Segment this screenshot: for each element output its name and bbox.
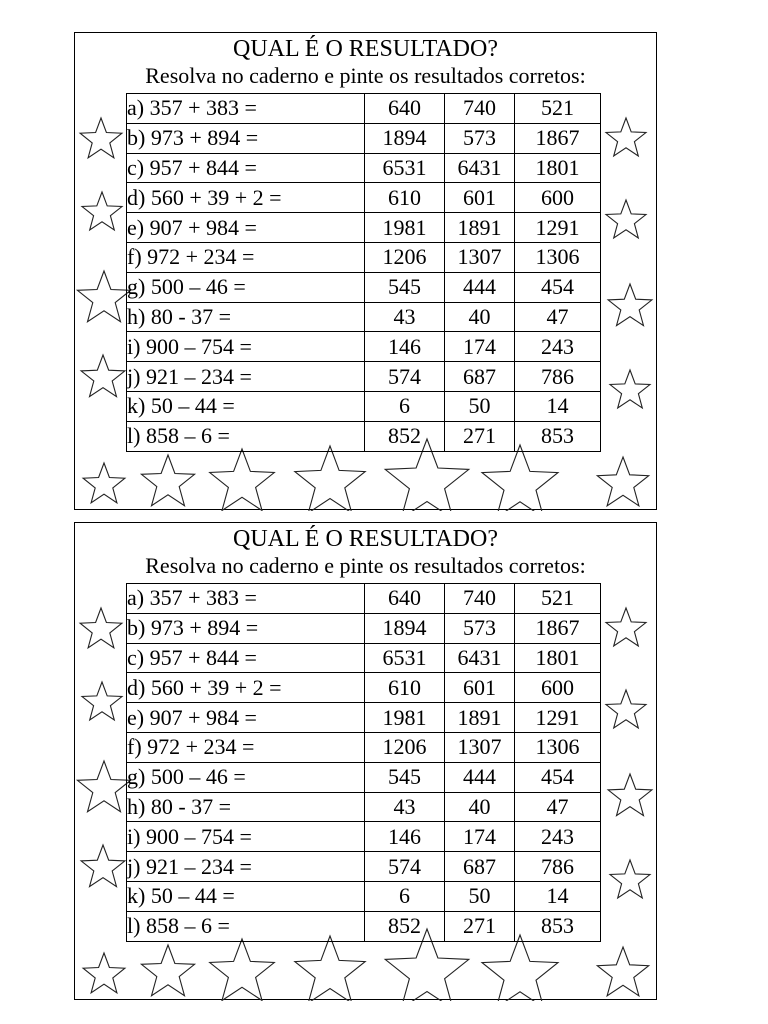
answer-option[interactable]: 1307 bbox=[445, 732, 515, 762]
problem-expression: k) 50 – 44 = bbox=[127, 391, 365, 421]
problem-row bbox=[127, 153, 601, 183]
answer-option[interactable]: 40 bbox=[445, 792, 515, 822]
answer-option[interactable]: 1801 bbox=[515, 643, 601, 673]
star-icon bbox=[606, 690, 646, 728]
answer-option[interactable]: 1894 bbox=[365, 613, 445, 643]
answer-option[interactable]: 786 bbox=[515, 852, 601, 882]
answer-option[interactable]: 574 bbox=[365, 852, 445, 882]
answer-option[interactable]: 146 bbox=[365, 822, 445, 852]
answer-option[interactable]: 1291 bbox=[515, 213, 601, 243]
answer-option[interactable]: 1894 bbox=[365, 123, 445, 153]
answer-option[interactable]: 454 bbox=[515, 762, 601, 792]
worksheet-title: QUAL É O RESULTADO? bbox=[233, 36, 498, 62]
star-icon bbox=[141, 455, 194, 506]
star-icon bbox=[295, 446, 365, 511]
worksheet-card bbox=[74, 522, 657, 1000]
answer-option[interactable]: 174 bbox=[445, 332, 515, 362]
answer-option[interactable]: 6431 bbox=[445, 153, 515, 183]
worksheet-title: QUAL É O RESULTADO? bbox=[233, 526, 498, 552]
answer-option[interactable]: 50 bbox=[445, 391, 515, 421]
answer-option[interactable]: 545 bbox=[365, 762, 445, 792]
problem-expression: j) 921 – 234 = bbox=[127, 852, 365, 882]
problem-expression: e) 907 + 984 = bbox=[127, 703, 365, 733]
star-icon bbox=[210, 449, 275, 511]
answer-option[interactable]: 640 bbox=[365, 584, 445, 614]
answer-option[interactable]: 521 bbox=[515, 584, 601, 614]
worksheet-instructions: Resolva no caderno e pinte os resultados corretos: bbox=[145, 553, 586, 578]
star-icon bbox=[83, 953, 125, 993]
answer-option[interactable]: 786 bbox=[515, 362, 601, 392]
problem-expression: g) 500 – 46 = bbox=[127, 272, 365, 302]
answer-option[interactable]: 687 bbox=[445, 852, 515, 882]
worksheet-instructions: Resolva no caderno e pinte os resultados corretos: bbox=[145, 63, 586, 88]
answer-option[interactable]: 243 bbox=[515, 332, 601, 362]
star-icon bbox=[80, 608, 122, 648]
answer-option[interactable]: 1867 bbox=[515, 613, 601, 643]
problem-expression: k) 50 – 44 = bbox=[127, 881, 365, 911]
answer-option[interactable]: 1867 bbox=[515, 123, 601, 153]
star-icon bbox=[606, 200, 646, 238]
answer-option[interactable]: 174 bbox=[445, 822, 515, 852]
answer-option[interactable]: 6 bbox=[365, 391, 445, 421]
star-icon bbox=[83, 463, 125, 503]
answer-option[interactable]: 610 bbox=[365, 673, 445, 703]
star-icon bbox=[81, 845, 125, 887]
answer-option[interactable]: 43 bbox=[365, 792, 445, 822]
problem-row bbox=[127, 302, 601, 332]
answer-option[interactable]: 740 bbox=[445, 584, 515, 614]
answer-table bbox=[126, 583, 601, 942]
problem-expression: h) 80 - 37 = bbox=[127, 792, 365, 822]
answer-option[interactable]: 600 bbox=[515, 673, 601, 703]
problem-expression: l) 858 – 6 = bbox=[127, 911, 365, 941]
problem-expression: i) 900 – 754 = bbox=[127, 332, 365, 362]
answer-option[interactable]: 47 bbox=[515, 302, 601, 332]
answer-option[interactable]: 444 bbox=[445, 762, 515, 792]
problem-row bbox=[127, 792, 601, 822]
problem-row bbox=[127, 673, 601, 703]
problem-expression: i) 900 – 754 = bbox=[127, 822, 365, 852]
star-icon bbox=[80, 118, 122, 158]
problem-row bbox=[127, 362, 601, 392]
answer-option[interactable]: 6 bbox=[365, 881, 445, 911]
answer-option[interactable]: 43 bbox=[365, 302, 445, 332]
problem-row bbox=[127, 123, 601, 153]
answer-option[interactable]: 852 bbox=[365, 421, 445, 451]
answer-option[interactable]: 1206 bbox=[365, 732, 445, 762]
answer-option[interactable]: 50 bbox=[445, 881, 515, 911]
star-icon bbox=[77, 271, 130, 322]
answer-option[interactable]: 1206 bbox=[365, 242, 445, 272]
star-icon bbox=[610, 370, 650, 408]
problem-expression: h) 80 - 37 = bbox=[127, 302, 365, 332]
problem-row bbox=[127, 822, 601, 852]
answer-option[interactable]: 1801 bbox=[515, 153, 601, 183]
answer-option[interactable]: 14 bbox=[515, 391, 601, 421]
answer-option[interactable]: 454 bbox=[515, 272, 601, 302]
problem-expression: a) 357 + 383 = bbox=[127, 584, 365, 614]
answer-option[interactable]: 573 bbox=[445, 123, 515, 153]
problem-row bbox=[127, 732, 601, 762]
problem-row bbox=[127, 272, 601, 302]
problem-row bbox=[127, 421, 601, 451]
answer-option[interactable]: 1291 bbox=[515, 703, 601, 733]
answer-option[interactable]: 47 bbox=[515, 792, 601, 822]
answer-option[interactable]: 740 bbox=[445, 94, 515, 124]
problem-row bbox=[127, 643, 601, 673]
problem-expression: g) 500 – 46 = bbox=[127, 762, 365, 792]
problem-expression: f) 972 + 234 = bbox=[127, 242, 365, 272]
answer-option[interactable]: 600 bbox=[515, 183, 601, 213]
answer-option[interactable]: 521 bbox=[515, 94, 601, 124]
problem-expression: b) 973 + 894 = bbox=[127, 613, 365, 643]
answer-option[interactable]: 6431 bbox=[445, 643, 515, 673]
answer-option[interactable]: 1981 bbox=[365, 703, 445, 733]
answer-option[interactable]: 1306 bbox=[515, 242, 601, 272]
star-icon bbox=[295, 936, 365, 1001]
problem-expression: d) 560 + 39 + 2 = bbox=[127, 183, 365, 213]
problem-expression: e) 907 + 984 = bbox=[127, 213, 365, 243]
answer-option[interactable]: 271 bbox=[445, 421, 515, 451]
problem-row bbox=[127, 391, 601, 421]
answer-option[interactable]: 853 bbox=[515, 421, 601, 451]
answer-option[interactable]: 1891 bbox=[445, 213, 515, 243]
star-icon bbox=[606, 118, 646, 156]
answer-option[interactable]: 687 bbox=[445, 362, 515, 392]
star-icon bbox=[82, 192, 122, 230]
problem-expression: d) 560 + 39 + 2 = bbox=[127, 673, 365, 703]
answer-option[interactable]: 1891 bbox=[445, 703, 515, 733]
answer-option[interactable]: 1981 bbox=[365, 213, 445, 243]
star-icon bbox=[608, 284, 652, 326]
problem-row bbox=[127, 332, 601, 362]
answer-option[interactable]: 610 bbox=[365, 183, 445, 213]
answer-option[interactable]: 14 bbox=[515, 881, 601, 911]
answer-table bbox=[126, 93, 601, 452]
star-icon bbox=[610, 860, 650, 898]
problem-expression: l) 858 – 6 = bbox=[127, 421, 365, 451]
answer-option[interactable]: 6531 bbox=[365, 643, 445, 673]
problem-row bbox=[127, 852, 601, 882]
star-icon bbox=[597, 457, 648, 506]
star-icon bbox=[597, 947, 648, 996]
answer-option[interactable]: 601 bbox=[445, 183, 515, 213]
problem-expression: c) 957 + 844 = bbox=[127, 643, 365, 673]
problem-expression: c) 957 + 844 = bbox=[127, 153, 365, 183]
star-icon bbox=[210, 939, 275, 1001]
star-icon bbox=[482, 445, 558, 511]
answer-option[interactable]: 444 bbox=[445, 272, 515, 302]
answer-option[interactable]: 271 bbox=[445, 911, 515, 941]
problem-row bbox=[127, 613, 601, 643]
problem-row bbox=[127, 584, 601, 614]
answer-option[interactable]: 545 bbox=[365, 272, 445, 302]
star-icon bbox=[141, 945, 194, 996]
answer-option[interactable]: 146 bbox=[365, 332, 445, 362]
answer-option[interactable]: 574 bbox=[365, 362, 445, 392]
problem-row bbox=[127, 703, 601, 733]
answer-option[interactable]: 853 bbox=[515, 911, 601, 941]
star-icon bbox=[81, 355, 125, 397]
star-icon bbox=[77, 761, 130, 812]
star-icon bbox=[82, 682, 122, 720]
problem-row bbox=[127, 183, 601, 213]
problem-row bbox=[127, 881, 601, 911]
problem-row bbox=[127, 762, 601, 792]
problem-expression: a) 357 + 383 = bbox=[127, 94, 365, 124]
answer-option[interactable]: 40 bbox=[445, 302, 515, 332]
problem-row bbox=[127, 242, 601, 272]
problem-expression: j) 921 – 234 = bbox=[127, 362, 365, 392]
problem-row bbox=[127, 94, 601, 124]
answer-option[interactable]: 1307 bbox=[445, 242, 515, 272]
star-icon bbox=[608, 774, 652, 816]
worksheet-card bbox=[74, 32, 657, 510]
star-icon bbox=[606, 608, 646, 646]
answer-option[interactable]: 573 bbox=[445, 613, 515, 643]
answer-option[interactable]: 243 bbox=[515, 822, 601, 852]
problem-expression: b) 973 + 894 = bbox=[127, 123, 365, 153]
problem-row bbox=[127, 911, 601, 941]
answer-option[interactable]: 601 bbox=[445, 673, 515, 703]
problem-expression: f) 972 + 234 = bbox=[127, 732, 365, 762]
answer-option[interactable]: 852 bbox=[365, 911, 445, 941]
problem-row bbox=[127, 213, 601, 243]
star-icon bbox=[482, 935, 558, 1001]
answer-option[interactable]: 1306 bbox=[515, 732, 601, 762]
answer-option[interactable]: 6531 bbox=[365, 153, 445, 183]
answer-option[interactable]: 640 bbox=[365, 94, 445, 124]
